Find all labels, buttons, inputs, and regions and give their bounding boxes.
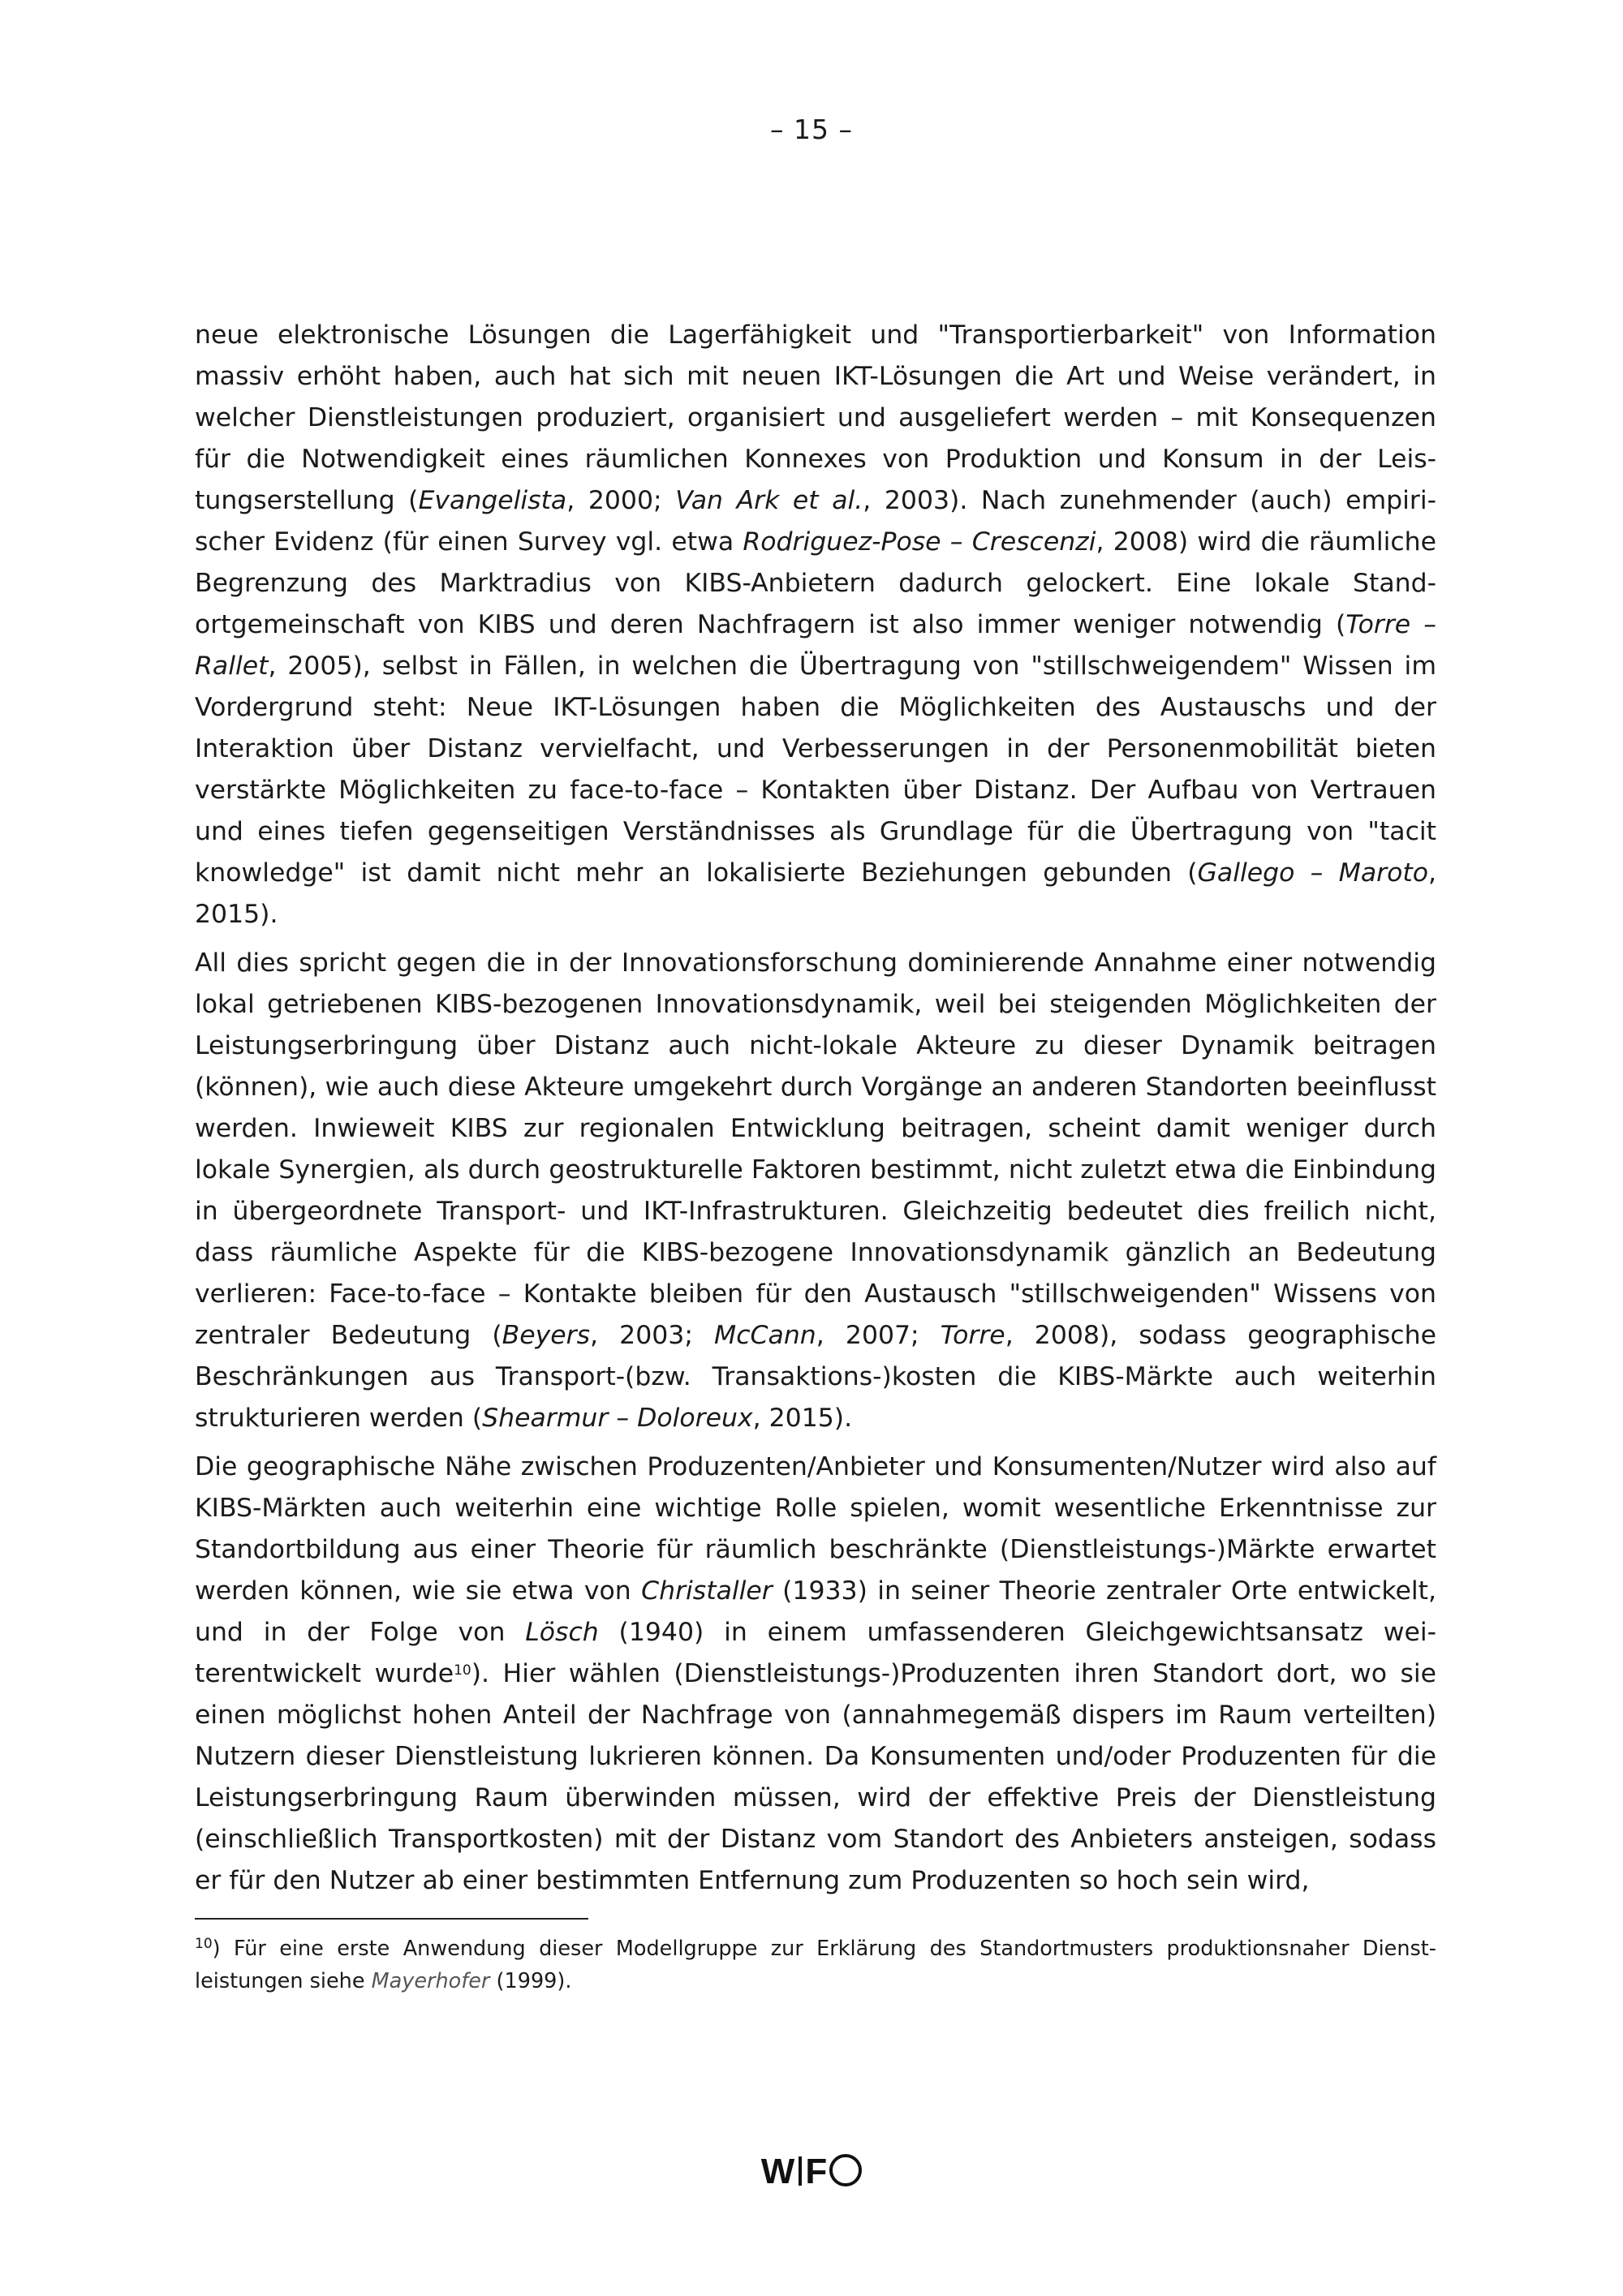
text-run: ). Hier wählen (Dienstleistungs-)Produzenten ihren Standort dort, wo sie einen möglichst hohen Anteil der Nachfrage von (annahmegemäß dispers im Raum verteilten) Nutzern dieser Dienstleistung lukrieren können. Da Konsumenten und/oder Produzenten für die Leistungserbringung Raum überwinden müssen, wird der effektive Preis der Dienstleistung (einschließlich Transportkosten) mit der Distanz vom Standort des Anbieters ansteigen, sodass er für den Nutzer ab einer bestimmten Entfernung zum Produzenten so hoch sein wird, bbox=[195, 1659, 1436, 1895]
citation: Lösch bbox=[525, 1618, 599, 1647]
citation: Christaller bbox=[641, 1576, 773, 1606]
text-run: , 2003; bbox=[590, 1321, 715, 1350]
text-run: , 2003). Nach zunehmender (auch) empirischer Evidenz (für einen Survey vgl. etwa bbox=[195, 486, 1436, 557]
citation: Van Ark et al. bbox=[675, 486, 863, 515]
wifo-logo: W F bbox=[0, 2152, 1623, 2192]
text-run: neue elektronische Lösungen die Lagerfähigkeit und "Transportierbarkeit" von Information massiv erhöht haben, auch hat sich mit neuen IKT-Lösungen die Art und Weise verändert, in welcher Dienstleistungen produziert, organisiert und ausgeliefert werden – mit Konsequenzen für die Notwendigkeit eines räumlichen Konnexes von Produktion und Konsum in der Leistungserstellung ( bbox=[195, 320, 1436, 515]
text-run: , 2005), selbst in Fällen, in welchen die Übertragung von "stillschweigendem" Wissen im Vordergrund steht: Neue IKT-Lösungen haben die Möglichkeiten des Austauschs und der Interaktion über Distanz vervielfacht, und Verbesserungen in der Personenmobilität bieten verstärkte Möglichkeiten zu face-to-face – Kontakten über Distanz. Der Aufbau von Vertrauen und eines tiefen gegenseitigen Verständnisses als Grundlage für die Übertragung von "tacit knowledge" ist damit nicht mehr an lokalisierte Beziehungen gebunden ( bbox=[195, 651, 1436, 888]
citation: Evangelista bbox=[418, 486, 567, 515]
citation: Torre – Rallet bbox=[195, 610, 1436, 681]
footnote-text-end: (1999). bbox=[489, 1969, 572, 1993]
text-run: (1940) in einem umfassenderen Gleichgewichtsansatz weiterentwickelt wurde bbox=[195, 1618, 1436, 1688]
text-run: , 2008), sodass geographische Beschränkungen aus Transport-(bzw. Transaktions-)kosten die KIBS-Märkte auch weiterhin strukturieren werden ( bbox=[195, 1321, 1436, 1433]
page-number: – 15 – bbox=[770, 114, 853, 145]
text-run: , 2015). bbox=[752, 1404, 853, 1433]
text-run: , 2015). bbox=[195, 858, 1436, 929]
citation: Shearmur – Doloreux bbox=[482, 1404, 753, 1433]
citation: Rodriguez-Pose – Crescenzi bbox=[743, 527, 1096, 557]
text-run: Die geographische Nähe zwischen Produzenten/Anbieter und Konsumenten/Nutzer wird also auf KIBS-Märkten auch weiterhin eine wichtige Rolle spielen, womit wesentliche Erkenntnisse zur Standortbildung aus einer Theorie für räumlich beschränkte (Dienstleistungs-)Märkte erwartet werden können, wie sie etwa von bbox=[195, 1452, 1436, 1606]
text-run: (1933) in seiner Theorie zentraler Orte entwickelt, und in der Folge von bbox=[195, 1576, 1436, 1647]
text-run: , 2000; bbox=[566, 486, 676, 515]
footnote-text: ) Für eine erste Anwendung dieser Modellgruppe zur Erklärung des Standortmusters produktionsnaher Dienstleistungen siehe bbox=[195, 1937, 1436, 1993]
text-run: , 2007; bbox=[816, 1321, 941, 1350]
citation: Torre bbox=[940, 1321, 1005, 1350]
citation: Gallego – Maroto bbox=[1197, 858, 1428, 888]
footnote-marker: 10 bbox=[195, 1936, 213, 1952]
paragraph bbox=[195, 315, 1436, 935]
citation: Beyers bbox=[502, 1321, 591, 1350]
footnote-citation: Mayerhofer bbox=[371, 1969, 490, 1993]
citation: McCann bbox=[714, 1321, 816, 1350]
paragraph bbox=[195, 943, 1436, 1439]
text-run: , 2008) wird die räumliche Begrenzung des Marktradius von KIBS-Anbietern dadurch gelockert. Eine lokale Standortgemeinschaft von KIBS und deren Nachfragern ist also immer weniger notwendig ( bbox=[195, 527, 1436, 639]
footnote-ref: 10 bbox=[454, 1662, 471, 1679]
paragraph bbox=[195, 1447, 1436, 1902]
text-run: All dies spricht gegen die in der Innovationsforschung dominierende Annahme einer notwendig lokal getriebenen KIBS-bezogenen Innovationsdynamik, weil bei steigenden Möglichkeiten der Leistungserbringung über Distanz auch nicht-lokale Akteure zu dieser Dynamik beitragen (können), wie auch diese Akteure umgekehrt durch Vorgänge an anderen Standorten beeinflusst werden. Inwieweit KIBS zur regionalen Entwicklung beitragen, scheint damit weniger durch lokale Synergien, als durch geostrukturelle Faktoren bestimmt, nicht zuletzt etwa die Einbindung in übergeordnete Transport- und IKT-Infrastrukturen. Gleichzeitig bedeutet dies freilich nicht, dass räumliche Aspekte für die KIBS-bezogene Innovationsdynamik gänzlich an Bedeutung verlieren: Face-to-face – Kontakte bleiben für den Austausch "stillschweigenden" Wissens von zentraler Bedeutung ( bbox=[195, 948, 1436, 1350]
footnote bbox=[195, 1933, 1436, 1997]
footnote-divider bbox=[195, 1918, 588, 1920]
body-text bbox=[195, 315, 1436, 1909]
